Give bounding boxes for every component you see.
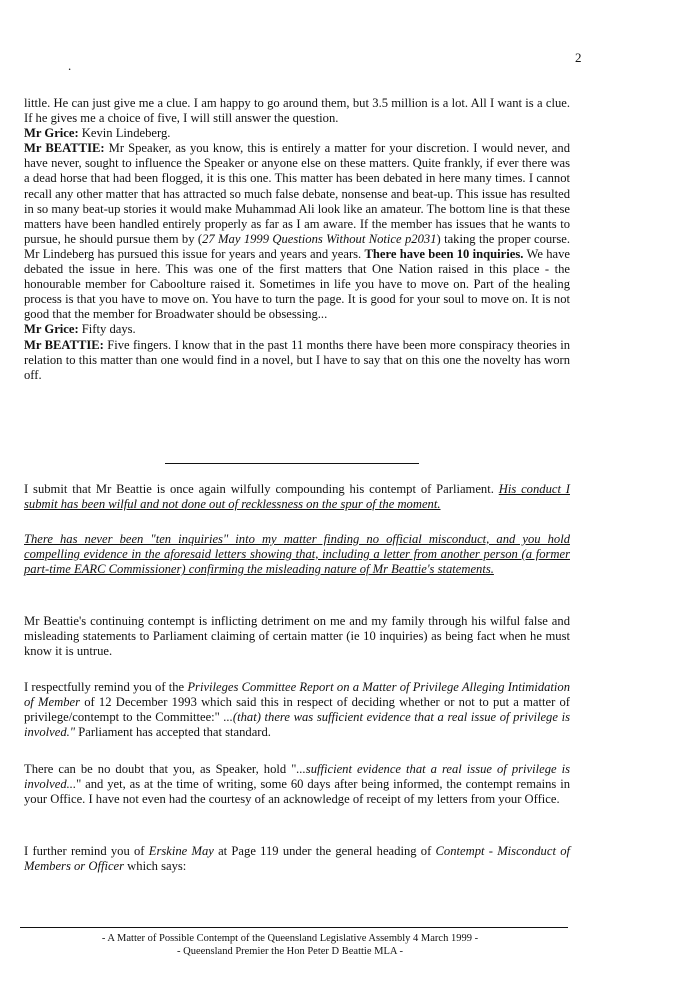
speech-text: Mr Speaker, as you know, this is entirely a matter for your discretion. I would never, and have never, sought to influence the Speaker or anyone else on these matters. Quite frankly, if ever there was a dead horse that had been flogged, it is this one. This matter has been debated in here many times. I cannot recall any other matter that has attracted so much false debate, nonsense and beat-up. This issue has resulted in so many beat-up stories it would make Muhammad Ali look like an amateur. The bottom line is that these matters have been handled entirely properly as far as I am aware. If the member has issues that he wants to pursue, he should pursue them by ( bbox=[24, 141, 570, 246]
hansard-paragraph bbox=[24, 126, 570, 141]
page-number: 2 bbox=[575, 50, 582, 65]
footer-line: - Queensland Premier the Hon Peter D Beattie MLA - bbox=[177, 946, 403, 957]
body-text: " and yet, as at the time of writing, some 60 days after being informed, the contempt remains in your Office. I have not even had the courtesy of an acknowledge of receipt of my letters from your Office. bbox=[24, 777, 570, 807]
stray-mark: . bbox=[68, 58, 72, 73]
speaker-name: Mr BEATTIE: bbox=[24, 141, 105, 156]
body-text: I respectfully remind you of the bbox=[24, 680, 188, 694]
erskine-may-paragraph bbox=[24, 844, 570, 874]
privileges-paragraph bbox=[24, 680, 570, 740]
body-text: Parliament has accepted that standard. bbox=[75, 725, 271, 740]
book-title: Erskine May bbox=[148, 844, 214, 858]
quoted-text: ...sufficient evidence that a real issue of privilege is involved... bbox=[24, 762, 570, 792]
heading-title: Contempt - Misconduct of Members or Officer bbox=[24, 844, 570, 874]
contempt-paragraph bbox=[24, 614, 570, 659]
footer-rule bbox=[20, 927, 568, 928]
body-text: of 12 December 1993 which said this in respect of deciding whether or not to put a matter of privilege/contempt to the Committee:" bbox=[24, 695, 570, 725]
body-text: at Page 119 under the general heading of bbox=[213, 844, 436, 858]
citation: 27 May 1999 Questions Without Notice p2031 bbox=[202, 231, 437, 246]
report-title: Privileges Committee Report on a Matter of Privilege Alleging Intimidation of Member bbox=[24, 680, 571, 710]
body-text: I further remind you of bbox=[24, 844, 149, 858]
speaker-paragraph bbox=[24, 762, 570, 807]
speech-text: Five fingers. I know that in the past 11 months there have been more conspiracy theories in relation to this matter than one would find in a novel, but I have to say that on this one the novelty has worn off. bbox=[24, 337, 570, 382]
footer-line: - A Matter of Possible Contempt of the Queensland Legislative Assembly 4 March 1999 - bbox=[101, 933, 479, 944]
hansard-paragraph bbox=[24, 141, 570, 322]
speaker-name: Mr Grice: bbox=[24, 322, 79, 337]
hansard-paragraph: little. He can just give me a clue. I am happy to go around them, but 3.5 million is a lot. All I want is a clue. If he gives me a choice of five, I will still answer the question. bbox=[24, 96, 570, 126]
speech-text: We have debated the issue in here. This was one of the first matters that One Nation raised in this place - the honourable member for Caboolture raised it. Sometimes in life you have to move on. Part of the healing process is that you have to move on. You have to turn the page. It is good for your soul to move on. It is not good that the member for Broadwater should be obsessing... bbox=[24, 246, 571, 322]
speech-text: Fifty days. bbox=[78, 322, 136, 337]
body-text: I submit that Mr Beattie is once again wilfully compounding his contempt of Parliament. bbox=[24, 482, 499, 496]
hansard-paragraph bbox=[24, 338, 570, 383]
body-text: which says: bbox=[124, 859, 187, 874]
speech-text: ) taking the proper course. Mr Lindeberg has pursued this issue for years and years and years. bbox=[24, 231, 570, 261]
underlined-text: His conduct I submit has been wilful and not done out of recklessness on the spur of the moment. bbox=[24, 482, 570, 512]
speaker-name: Mr BEATTIE: bbox=[24, 337, 104, 352]
underlined-text: There has never been "ten inquiries" into my matter finding no official misconduct, and you hold compelling evidence in the aforesaid letters showing that, including a letter from another person (a former part-time EARC Commissioner) confirming the misleading nature of Mr Beattie's statements. bbox=[24, 532, 570, 577]
hansard-paragraph bbox=[24, 322, 570, 337]
body-text: There can be no doubt that you, as Speaker, hold " bbox=[24, 762, 297, 776]
emphasis-text: There have been 10 inquiries. bbox=[364, 246, 524, 261]
separator-rule bbox=[165, 463, 419, 464]
speech-text: Kevin Lindeberg. bbox=[78, 126, 171, 141]
hansard-extract bbox=[24, 96, 570, 383]
quoted-text: ...(that) there was sufficient evidence that a real issue of privilege is involved." bbox=[24, 710, 570, 740]
body-text: Mr Beattie's continuing contempt is inflicting detriment on me and my family through his wilful false and misleading statements to Parliament claiming of certain matter (ie 10 inquiries) as being fact when he must know it is untrue. bbox=[24, 614, 570, 659]
speaker-name: Mr Grice: bbox=[24, 126, 79, 141]
submission-paragraph bbox=[24, 482, 570, 512]
footer bbox=[0, 932, 580, 958]
inquiries-paragraph bbox=[24, 532, 570, 577]
